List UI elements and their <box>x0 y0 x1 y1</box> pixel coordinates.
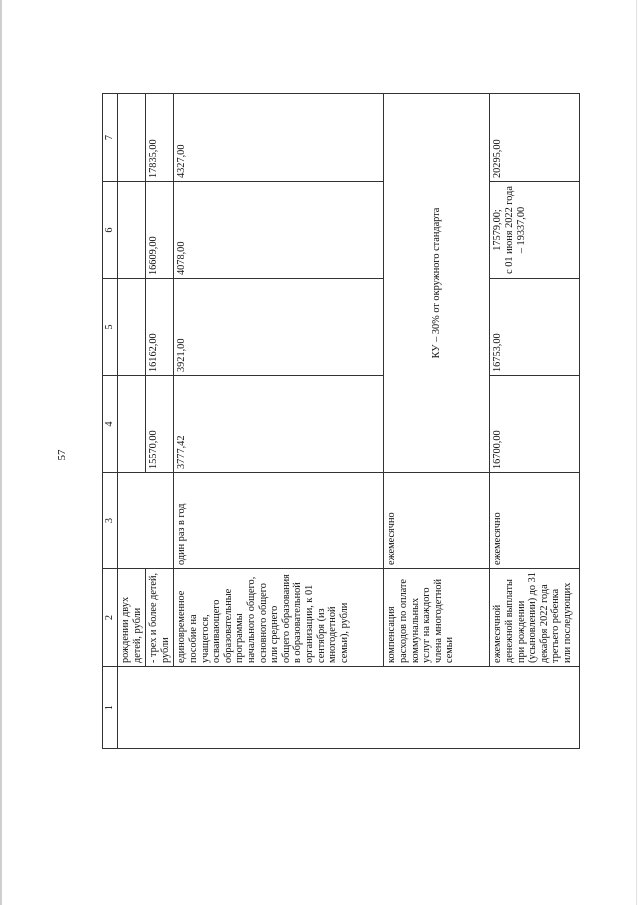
cell-row5-col6 <box>490 182 580 279</box>
cell-row3-col5: 3921,00 <box>174 279 384 376</box>
header-cell-5: 5 <box>103 279 118 376</box>
header-cell-3: 3 <box>103 473 118 569</box>
cell-row5-col3: ежемесячно <box>490 473 580 569</box>
header-cell-6: 6 <box>103 182 118 279</box>
cell-row3-col2: единовременное пособие на учащегося, осваивающего образовательные программы начального общего, основного общего или среднего общего образования в образовательной организации, к 01 сентября (из многодетной семьи), рубли <box>174 569 384 667</box>
header-cell-7: 7 <box>103 94 118 182</box>
rotated-table-container <box>102 94 580 749</box>
cell-row5-col7: 20295,00 <box>490 94 580 182</box>
table-row <box>174 94 384 749</box>
cell-row2-col5: 16162,00 <box>146 279 174 376</box>
cell-row1-col6-empty <box>118 182 146 279</box>
cell-row2-col6: 16609,00 <box>146 182 174 279</box>
table-row <box>490 94 580 749</box>
cell-row1-col4-empty <box>118 376 146 473</box>
cell-row2-col4: 15570,00 <box>146 376 174 473</box>
cell-row2-col2: - трех и более детей, рубли <box>146 569 174 667</box>
cell-row5-col6-line-b: с 01 июня 2022 года – 19337,00 <box>503 186 527 274</box>
header-cell-1: 1 <box>103 667 118 749</box>
cell-col1-empty <box>118 667 580 749</box>
cell-row1-col3-empty <box>118 473 174 569</box>
cell-row3-col3: один раз в год <box>174 473 384 569</box>
cell-row1-col5-empty <box>118 279 146 376</box>
header-cell-4: 4 <box>103 376 118 473</box>
cell-row4-merged-ku: КУ – 30% от окружного стандарта <box>384 94 490 473</box>
cell-row5-col2: ежемесячной денежной выплаты при рождении (усыновлении) до 31 декабря 2022 года третьего ребенка или последующих <box>490 569 580 667</box>
benefits-table <box>102 93 580 749</box>
cell-row5-col5: 16753,00 <box>490 279 580 376</box>
cell-row3-col6: 4078,00 <box>174 182 384 279</box>
cell-row1-col2: рождении двух детей, рубли <box>118 569 146 667</box>
table-row <box>146 94 174 749</box>
page-left-edge <box>0 0 2 905</box>
cell-row1-col7-empty <box>118 94 146 182</box>
cell-row4-col3: ежемесячно <box>384 473 490 569</box>
table-header-row <box>103 94 118 749</box>
header-cell-2: 2 <box>103 569 118 667</box>
cell-row4-col2: компенсация расходов по оплате коммунальных услуг на каждого члена многодетной семьи <box>384 569 490 667</box>
cell-row3-col4: 3777,42 <box>174 376 384 473</box>
table-row <box>118 94 146 749</box>
cell-row5-col6-line-a: 17579,00; <box>492 209 504 251</box>
page-right-edge <box>636 0 637 905</box>
cell-row3-col7: 4327,00 <box>174 94 384 182</box>
cell-row2-col7: 17835,00 <box>146 94 174 182</box>
table-row <box>384 94 490 749</box>
page-number-text: 57 <box>56 449 68 461</box>
cell-row5-col4: 16700,00 <box>490 376 580 473</box>
